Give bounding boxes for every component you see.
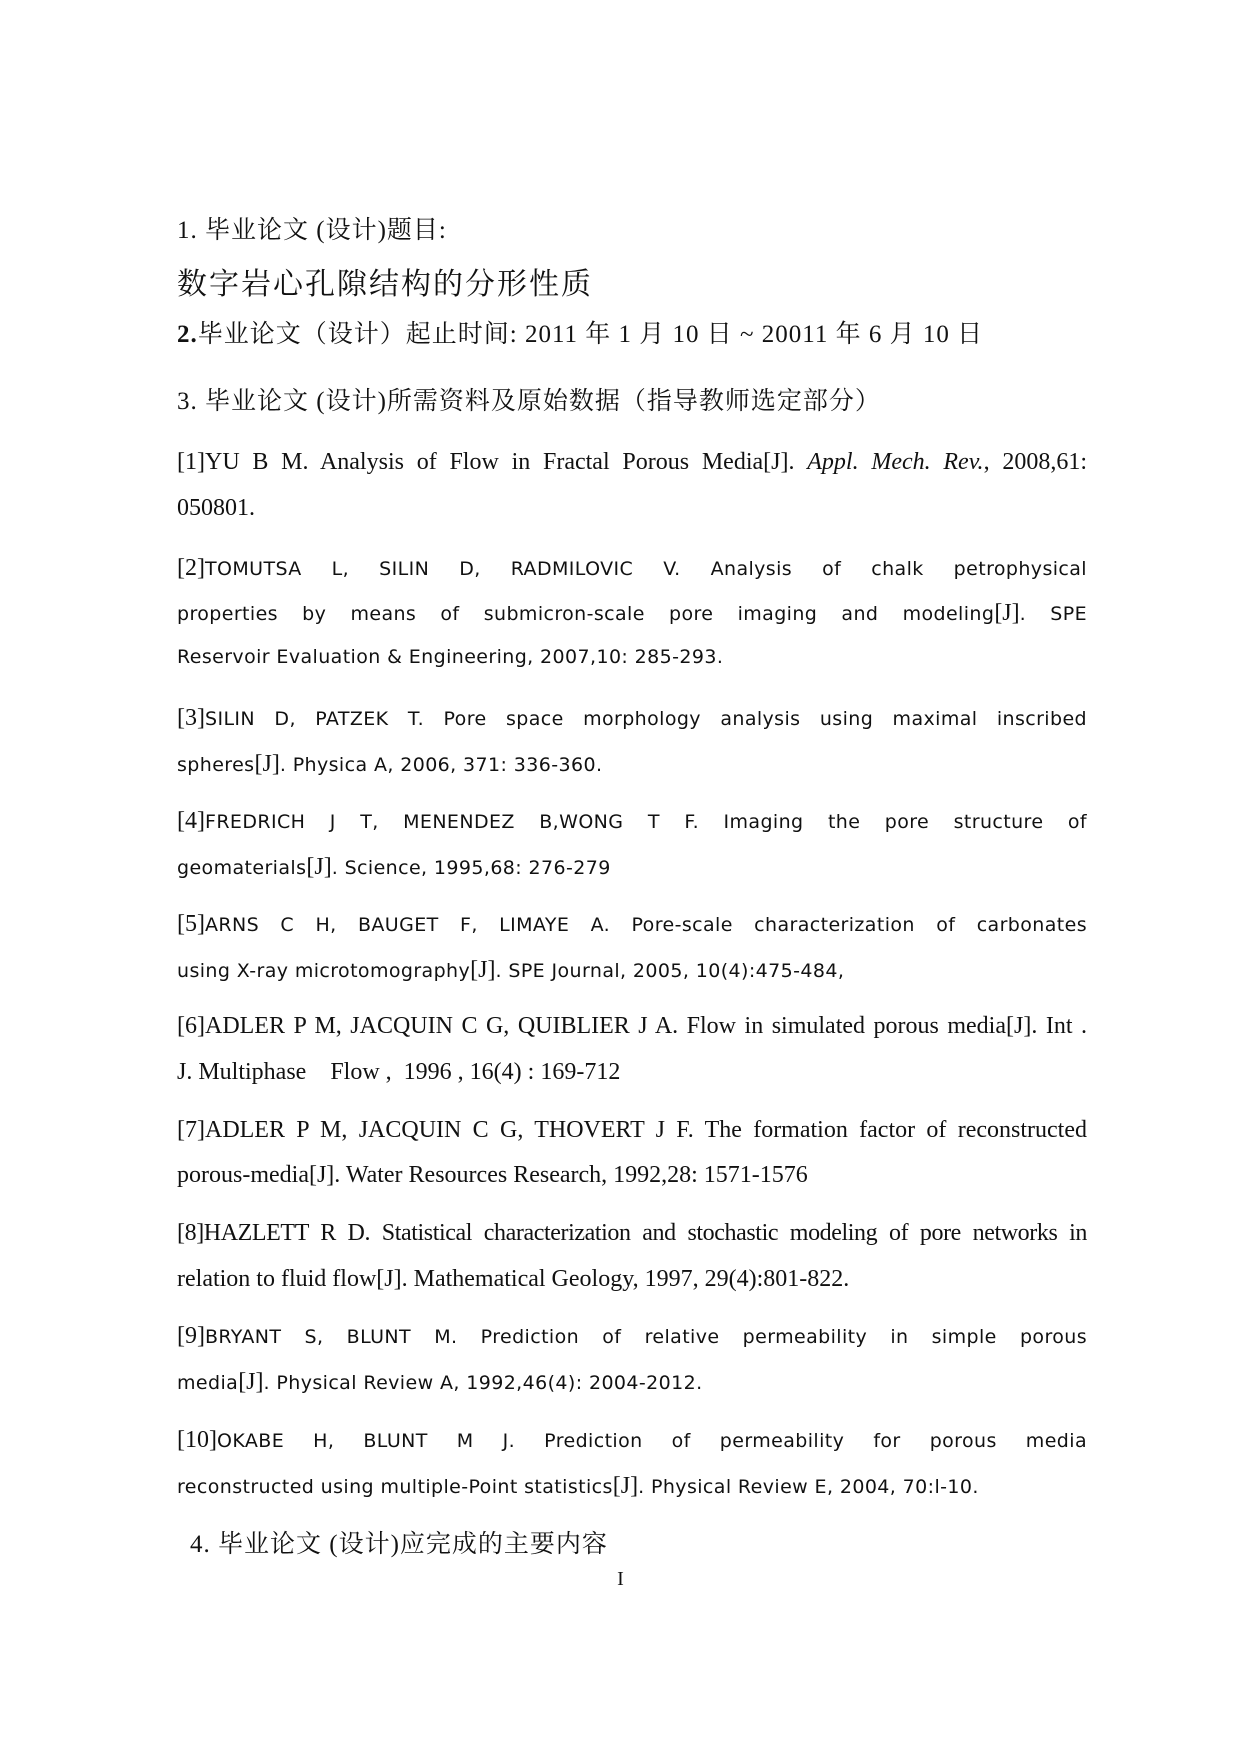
section-2-heading — [177, 322, 1087, 347]
reference-10-text: OKABE H, BLUNT M J. Prediction of permeability for porous media — [216, 1430, 1087, 1452]
reference-4-text-2: geomaterials — [177, 857, 307, 879]
reference-9-tag: [J] — [238, 1369, 264, 1395]
reference-10-line-1 — [177, 1428, 1087, 1452]
reference-6-line-1: [6]ADLER P M, JACQUIN C G, QUIBLIER J A. Flow in simulated porous media[J]. Int . — [177, 1013, 1087, 1039]
reference-5-number: [5] — [177, 911, 205, 937]
reference-5-tag: [J] — [470, 957, 496, 983]
reference-1-volume: , 2008,61: — [983, 449, 1087, 475]
reference-3-text-3: . Physica A, 2006, 371: 336-360. — [279, 754, 603, 776]
reference-3-tag: [J] — [254, 751, 280, 777]
reference-2-number: [2] — [177, 555, 205, 581]
reference-2-tag: [J] — [994, 600, 1020, 626]
reference-3-text: SILIN D, PATZEK T. Pore space morphology analysis using maximal inscribed — [204, 708, 1087, 730]
reference-4-line-2 — [177, 855, 1087, 879]
reference-2-text-2: properties by means of submicron-scale pore imaging and modeling — [177, 603, 995, 625]
reference-3-number: [3] — [177, 705, 205, 731]
reference-3-line-2 — [177, 752, 1087, 776]
reference-9-text: BRYANT S, BLUNT M. Prediction of relative permeability in simple porous — [204, 1326, 1087, 1348]
reference-5-line-2 — [177, 958, 1087, 982]
reference-10-tag: [J] — [612, 1473, 639, 1499]
reference-4-number: [4] — [177, 808, 205, 834]
reference-10-text-3: . Physical Review E, 2004, 70:l-10. — [638, 1476, 979, 1498]
reference-1-line-2: 050801. — [177, 495, 255, 521]
reference-8-line-1: [8]HAZLETT R D. Statistical characterization and stochastic modeling of pore networks in — [177, 1220, 1087, 1246]
page-number: I — [617, 1568, 624, 1590]
reference-9-number: [9] — [177, 1323, 205, 1349]
section-4-heading: 4. 毕业论文 (设计)应完成的主要内容 — [190, 1531, 608, 1558]
reference-8-line-2: relation to fluid flow[J]. Mathematical Geology, 1997, 29(4):801-822. — [177, 1266, 850, 1292]
reference-5-text-2: using X-ray microtomography — [177, 960, 471, 982]
reference-2-text-3: . SPE — [1019, 603, 1087, 625]
reference-5-text: ARNS C H, BAUGET F, LIMAYE A. Pore-scale characterization of carbonates — [204, 914, 1087, 936]
section-2-number: 2. — [177, 321, 198, 348]
thesis-title: 数字岩心孔隙结构的分形性质 — [177, 268, 593, 301]
reference-1-number: [1] — [177, 449, 205, 475]
reference-1-line-1 — [177, 450, 1087, 474]
reference-2-line-3: Reservoir Evaluation & Engineering, 2007,10: 285-293. — [177, 646, 724, 668]
reference-10-line-2 — [177, 1474, 1087, 1498]
reference-9-text-3: . Physical Review A, 1992,46(4): 2004-2012. — [263, 1372, 703, 1394]
reference-1-journal: Appl. Mech. Rev. — [807, 449, 984, 475]
reference-1-text: YU B M. Analysis of Flow in Fractal Porous Media[J]. — [204, 449, 808, 475]
reference-4-tag: [J] — [306, 854, 332, 880]
reference-4-text: FREDRICH J T, MENENDEZ B,WONG T F. Imaging the pore structure of — [204, 811, 1087, 833]
reference-5-line-1 — [177, 912, 1087, 936]
reference-10-number: [10] — [177, 1427, 217, 1453]
reference-2-line-2 — [177, 601, 1087, 625]
reference-7-line-1: [7]ADLER P M, JACQUIN C G, THOVERT J F. The formation factor of reconstructed — [177, 1117, 1087, 1143]
reference-9-line-1 — [177, 1324, 1087, 1348]
reference-2-text: TOMUTSA L, SILIN D, RADMILOVIC V. Analysis of chalk petrophysical — [204, 558, 1087, 580]
reference-9-text-2: media — [177, 1372, 239, 1394]
section-1-heading: 1. 毕业论文 (设计)题目: — [177, 217, 447, 244]
reference-6-line-2: J. Multiphase Flow , 1996 , 16(4) : 169-712 — [177, 1059, 621, 1085]
reference-10-text-2: reconstructed using multiple-Point statistics — [177, 1476, 613, 1498]
reference-2-line-1 — [177, 556, 1087, 580]
reference-9-line-2 — [177, 1370, 1087, 1394]
reference-7-line-2: porous-media[J]. Water Resources Research, 1992,28: 1571-1576 — [177, 1162, 808, 1188]
reference-4-text-3: . Science, 1995,68: 276-279 — [331, 857, 611, 879]
reference-4-line-1 — [177, 809, 1087, 833]
reference-3-line-1 — [177, 706, 1087, 730]
reference-3-text-2: spheres — [177, 754, 255, 776]
section-2-text: 毕业论文（设计）起止时间: 2011 年 1 月 10 日 ~ 20011 年 6 月 10 日 — [197, 321, 984, 348]
section-3-heading: 3. 毕业论文 (设计)所需资料及原始数据（指导教师选定部分） — [177, 388, 881, 415]
reference-5-text-3: . SPE Journal, 2005, 10(4):475-484, — [495, 960, 845, 982]
